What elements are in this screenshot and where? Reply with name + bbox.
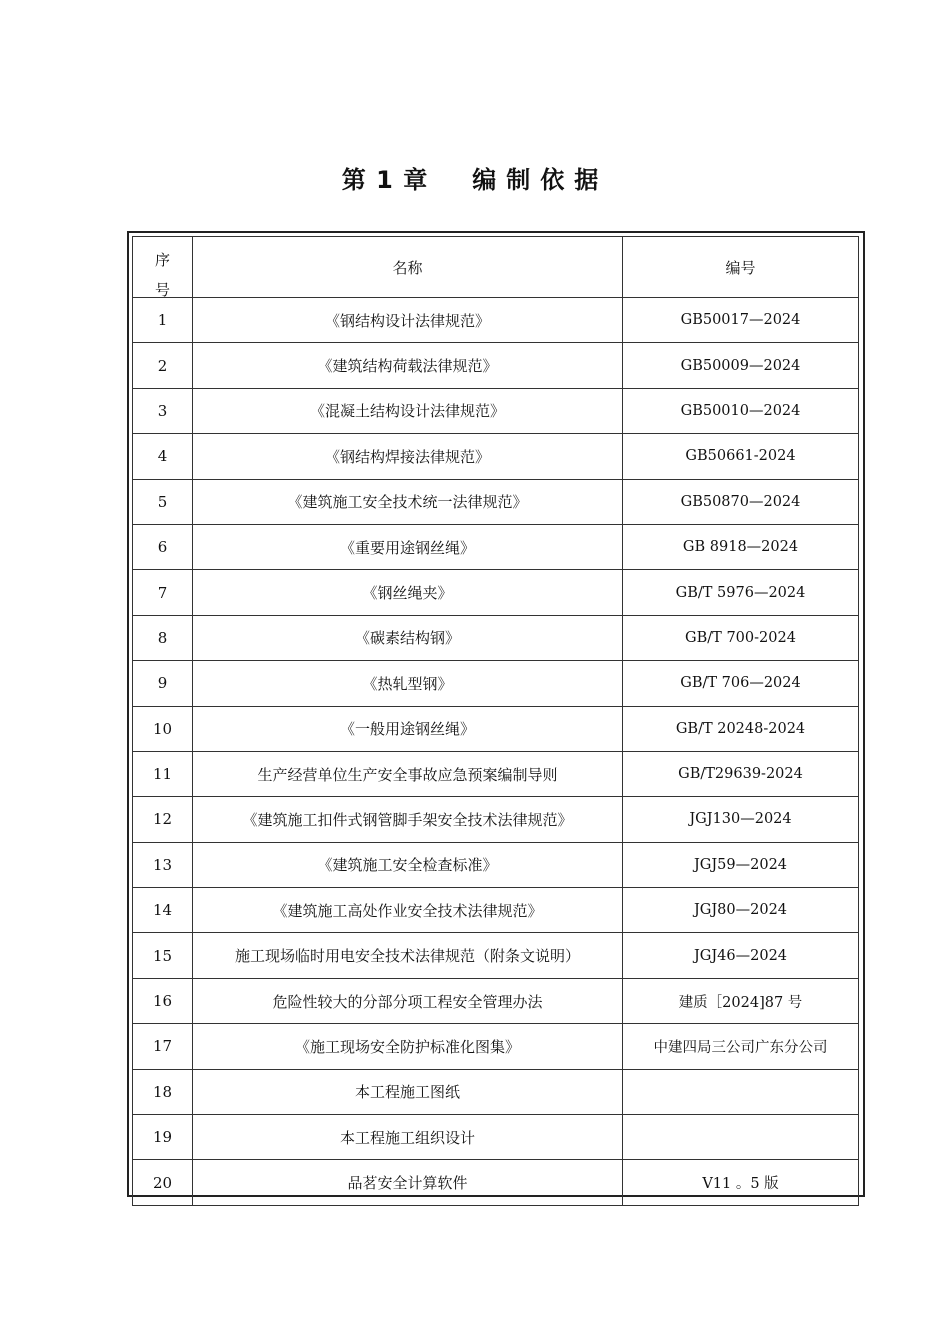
name-cell: 《钢结构焊接法律规范》 xyxy=(193,434,623,479)
name-cell: 《热轧型钢》 xyxy=(193,661,623,706)
code-cell: GB 8918—2024 xyxy=(623,524,859,569)
table-row xyxy=(133,751,859,796)
code-cell: GB50870—2024 xyxy=(623,479,859,524)
basis-table-frame xyxy=(127,231,865,1197)
table-row xyxy=(133,570,859,615)
seq-cell: 15 xyxy=(133,933,193,978)
table-row xyxy=(133,1115,859,1160)
table-row xyxy=(133,343,859,388)
table-row xyxy=(133,1069,859,1114)
code-cell: 中建四局三公司广东分公司 xyxy=(623,1024,859,1069)
header-code: 编号 xyxy=(623,237,859,298)
header-seq: 序号 xyxy=(133,237,193,298)
seq-cell: 10 xyxy=(133,706,193,751)
seq-cell: 6 xyxy=(133,524,193,569)
name-cell: 《建筑施工安全技术统一法律规范》 xyxy=(193,479,623,524)
seq-cell: 18 xyxy=(133,1069,193,1114)
seq-cell: 16 xyxy=(133,978,193,1023)
table-row xyxy=(133,1024,859,1069)
table-row xyxy=(133,479,859,524)
name-cell: 《建筑施工安全检查标准》 xyxy=(193,842,623,887)
seq-cell: 7 xyxy=(133,570,193,615)
header-name: 名称 xyxy=(193,237,623,298)
seq-cell: 1 xyxy=(133,298,193,343)
table-row xyxy=(133,797,859,842)
table-row xyxy=(133,524,859,569)
seq-cell: 9 xyxy=(133,661,193,706)
chapter-number: 第 1 章 xyxy=(341,166,429,194)
seq-cell: 20 xyxy=(133,1160,193,1205)
table-row xyxy=(133,434,859,479)
table-row xyxy=(133,615,859,660)
table-row xyxy=(133,661,859,706)
name-cell: 施工现场临时用电安全技术法律规范（附条文说明） xyxy=(193,933,623,978)
table-row xyxy=(133,978,859,1023)
code-cell: GB/T 706—2024 xyxy=(623,661,859,706)
code-cell: JGJ59—2024 xyxy=(623,842,859,887)
code-cell xyxy=(623,1115,859,1160)
table-row xyxy=(133,888,859,933)
name-cell: 《混凝土结构设计法律规范》 xyxy=(193,388,623,433)
table-row xyxy=(133,706,859,751)
seq-cell: 3 xyxy=(133,388,193,433)
name-cell: 本工程施工图纸 xyxy=(193,1069,623,1114)
seq-cell: 19 xyxy=(133,1115,193,1160)
code-cell: JGJ46—2024 xyxy=(623,933,859,978)
code-cell: GB50017—2024 xyxy=(623,298,859,343)
seq-cell: 17 xyxy=(133,1024,193,1069)
code-cell: GB/T29639-2024 xyxy=(623,751,859,796)
name-cell: 品茗安全计算软件 xyxy=(193,1160,623,1205)
name-cell: 《钢丝绳夹》 xyxy=(193,570,623,615)
table-row xyxy=(133,1160,859,1205)
name-cell: 《建筑施工高处作业安全技术法律规范》 xyxy=(193,888,623,933)
table-row xyxy=(133,933,859,978)
code-cell: GB/T 5976—2024 xyxy=(623,570,859,615)
seq-cell: 14 xyxy=(133,888,193,933)
table-row xyxy=(133,388,859,433)
code-cell: GB50009—2024 xyxy=(623,343,859,388)
name-cell: 本工程施工组织设计 xyxy=(193,1115,623,1160)
name-cell: 《重要用途钢丝绳》 xyxy=(193,524,623,569)
seq-cell: 2 xyxy=(133,343,193,388)
code-cell: GB/T 700-2024 xyxy=(623,615,859,660)
table-body xyxy=(133,298,859,1206)
name-cell: 《建筑结构荷载法律规范》 xyxy=(193,343,623,388)
seq-cell: 5 xyxy=(133,479,193,524)
seq-cell: 4 xyxy=(133,434,193,479)
name-cell: 《施工现场安全防护标准化图集》 xyxy=(193,1024,623,1069)
code-cell: GB50010—2024 xyxy=(623,388,859,433)
name-cell: 《钢结构设计法律规范》 xyxy=(193,298,623,343)
chapter-title xyxy=(0,160,950,195)
code-cell: V11 。5 版 xyxy=(623,1160,859,1205)
code-cell: GB50661-2024 xyxy=(623,434,859,479)
table-header-row xyxy=(133,237,859,298)
code-cell: JGJ80—2024 xyxy=(623,888,859,933)
name-cell: 《建筑施工扣件式钢管脚手架安全技术法律规范》 xyxy=(193,797,623,842)
code-cell xyxy=(623,1069,859,1114)
table-row xyxy=(133,842,859,887)
seq-cell: 12 xyxy=(133,797,193,842)
code-cell: 建质［2024]87 号 xyxy=(623,978,859,1023)
seq-cell: 13 xyxy=(133,842,193,887)
seq-cell: 8 xyxy=(133,615,193,660)
basis-table xyxy=(132,236,859,1206)
seq-cell: 11 xyxy=(133,751,193,796)
name-cell: 《一般用途钢丝绳》 xyxy=(193,706,623,751)
table-row xyxy=(133,298,859,343)
name-cell: 危险性较大的分部分项工程安全管理办法 xyxy=(193,978,623,1023)
code-cell: GB/T 20248-2024 xyxy=(623,706,859,751)
name-cell: 生产经营单位生产安全事故应急预案编制导则 xyxy=(193,751,623,796)
chapter-heading: 编制依据 xyxy=(472,166,609,194)
name-cell: 《碳素结构钢》 xyxy=(193,615,623,660)
code-cell: JGJ130—2024 xyxy=(623,797,859,842)
